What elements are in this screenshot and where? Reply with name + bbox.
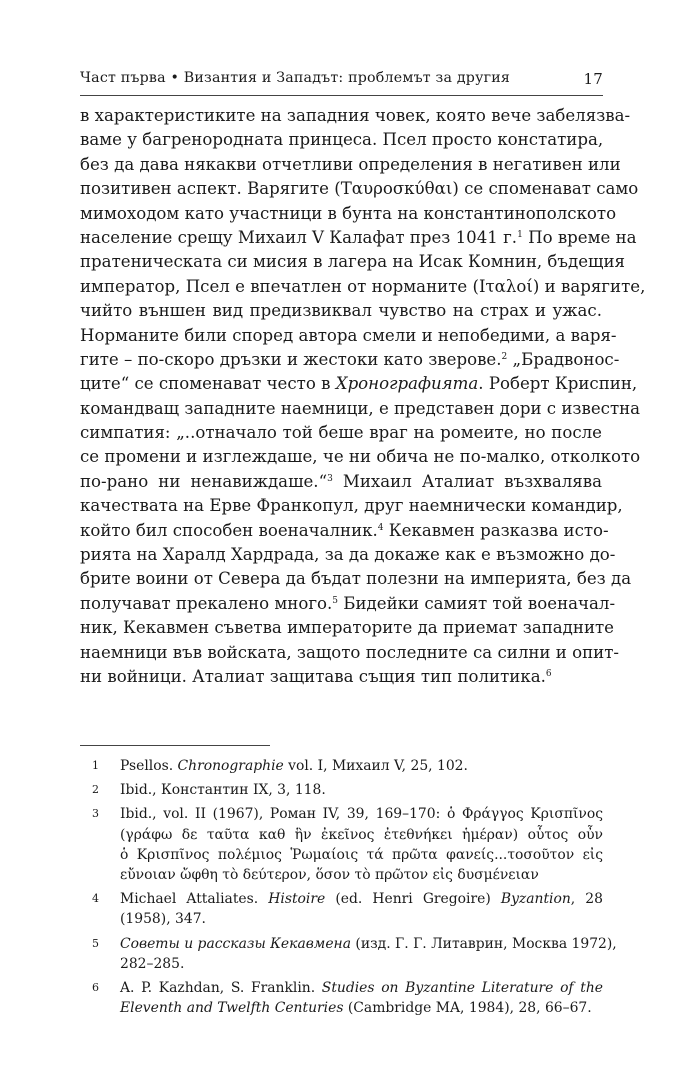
footnote-4: 4 Michael Attaliates. Histoire (ed. Henri Gregoire) Byzantion, 28 (1958), 347. [92,891,603,928]
footnote-2: 2 Ibid., Константин IX, 3, 118. [80,780,603,800]
body-line: ни войници. Аталиат защитава същия тип политика.$^6$ [80,666,552,686]
footnote-5: 5 Советы и рассказы Кекавмена (изд. Г. Г. Литаврин, Москва 1972), 282–285. [92,935,617,972]
body-text [80,104,646,689]
body-line: позитивен аспект. Варягите (Ταυροσκύθαι) се споменават само [80,179,639,199]
body-line: император, Псел е впечатлен от норманите (Ιταλοί) и варягите, [80,276,646,296]
body-line: брите воини от Севера да бъдат полезни на империята, без да [80,569,632,589]
body-line: чийто външен вид предизвиквал чувство на страх и ужас. [80,301,602,321]
footnote-ref[interactable]: 4 [377,522,384,533]
body-line: който бил способен военачалник.$^4$ Кекавмен разказва исто- [80,520,609,540]
footnotes [80,756,617,1022]
body-line: рията на Харалд Хардрада, за да докаже как е възможно до- [80,545,616,565]
footnote-ref[interactable]: 3 [327,473,333,484]
body-line: качествата на Ерве Франкопул, друг наемнически командир, [80,496,623,516]
body-line: ник, Кекавмен съветва императорите да приемат западните [80,618,614,638]
italic-title: Хронографията [335,374,479,394]
body-line: в характеристиките на западния човек, която вече забелязва- [80,106,631,125]
page-number: 17 [583,70,603,88]
body-line: по-рано ни ненавиждаше.“$^3$ Михаил Аталиат възхвалява [80,471,602,491]
footnote-ref[interactable]: 6 [545,668,552,679]
running-header [80,70,603,94]
header-rule [80,95,603,96]
body-line: ците“ се споменават често в Хронографията. Роберт Криспин, [80,374,638,394]
body-line: гите – по-скоро дръзки и жестоки като зверове.$^2$ „Брадвонос- [80,349,620,369]
running-header-title: Част първа • Византия и Западът: проблемът за другия [80,70,511,86]
footnote-number: 2 [92,783,99,797]
body-line: пратеническата си мисия в лагера на Исак Комнин, бъдещия [80,252,625,272]
body-line: командващ западните наемници, е представен дори с известна [80,398,641,418]
body-line: без да дава някакви отчетливи определения в негативен или [80,154,621,174]
body-line: мимоходом като участници в бунта на константинополското [80,203,617,223]
body-line: население срещу Михаил V Калафат през 1041 г.$^1$ По време на [80,227,637,247]
footnote-1: 1 Psellos. Chronographie vol. I, Михаил V, 25, 102. [80,756,603,776]
footnote-number: 3 [92,807,99,821]
footnote-ref[interactable]: 5 [332,595,339,606]
body-line: се промени и изглеждаше, че ни обича не по-малко, отколкото [80,447,641,467]
body-line: ваме у багренородната принцеса. Псел просто констатира, [80,130,604,150]
footnote-number: 6 [92,981,99,995]
footnote-separator [80,745,270,746]
footnote-ref[interactable]: 1 [517,229,523,240]
body-line: Норманите били според автора смели и непобедими, а варя- [80,325,617,345]
body-line: наемници във войската, защото последните са силни и опит- [80,642,619,662]
footnote-ref[interactable]: 2 [501,351,508,362]
footnote-number: 4 [92,892,99,906]
body-line: получават прекалено много.$^5$ Бидейки самият той военачал- [80,593,616,613]
footnote-6: 6 A. P. Kazhdan, S. Franklin. Studies on Byzantine Literature of the Eleventh and Twelfth Centuries (Cambridge MA, 1984), 28, 66–67. [92,980,603,1017]
footnote-number: 1 [92,759,99,772]
body-line: симпатия: „..отначало той беше враг на ромеите, но после [80,423,602,443]
footnote-number: 5 [92,936,99,950]
footnote-3: 3 Ibid., vol. II (1967), Роман IV, 39, 169–170: ὁ Φράγγος Κρισπῖνος (γράφω δε ταῦτα καθ ἣν ἐκεῖνος ἐτεθνήκει ἡμέραν) οὗτος οὖν ὁ Κρισπῖνος πολέμιος Ῥωμαίοις τά πρῶτα φανείς...τοσοῦτον εἰς εὔνοιαν ὤφθη τὸ δεύτερον, ὅσον τὸ πρῶτον εἰς δυσμένειαν [92,806,603,884]
